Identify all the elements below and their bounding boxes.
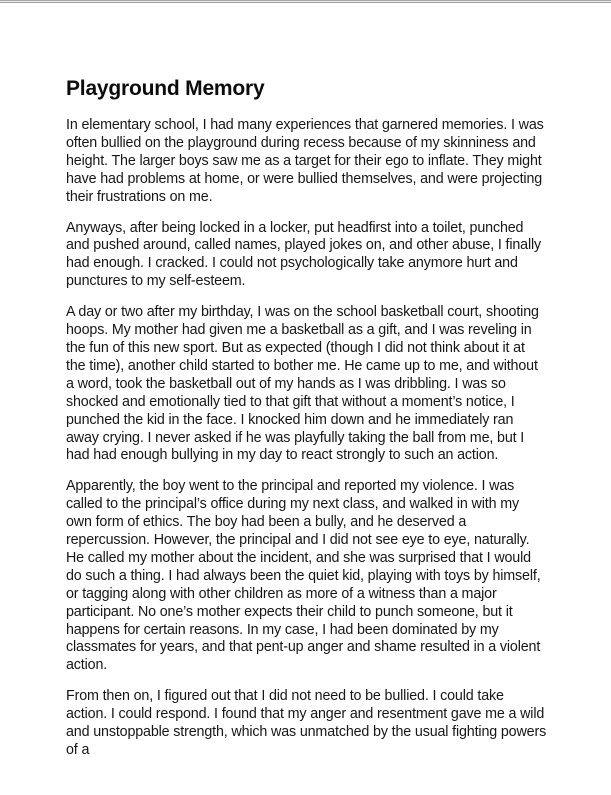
paragraph-1: In elementary school, I had many experiences that garnered memories. I was often bullied on the playground during recess because of my skinniness and height. The larger boys saw me as a target for their ego to inflate. They might have had problems at home, or were bullied themselves, and were projecting their frustrations on me. <box>66 117 544 205</box>
document-page <box>0 3 611 795</box>
document-title: Playground Memory <box>66 77 265 100</box>
paragraph-3: A day or two after my birthday, I was on the school basketball court, shooting hoops. My mother had given me a basketball as a gift, and I was reveling in the fun of this new sport. But as expected (though I did not think about it at the time), another child started to bother me. He came up to me, and without a word, took the basketball out of my hands as I was dribbling. I was so shocked and emotionally tied to that gift that without a moment’s notice, I punched the kid in the face. I knocked him down and he immediately ran away crying. I never asked if he was playfully taking the ball from me, but I had had enough bullying in my day to react strongly to such an action. <box>66 304 539 464</box>
paragraph-5: From then on, I figured out that I did not need to be bullied. I could take action. I could respond. I found that my anger and resentment gave me a wild and unstoppable strength, which was unmatched by the usual fighting powers of a <box>66 688 547 758</box>
document-content <box>66 76 548 760</box>
paragraph-4: Apparently, the boy went to the principal and reported my violence. I was called to the principal’s office during my next class, and walked in with my own form of ethics. The boy had been a bully, and he deserved a repercussion. However, the principal and I did not see eye to eye, naturally. He called my mother about the incident, and she was surprised that I would do such a thing. I had always been the quiet kid, playing with toys by himself, or tagging along with other children as more of a witness than a major participant. No one’s mother expects their child to punch someone, but it happens for certain reasons. In my case, I had been dominated by my classmates for years, and that pent-up anger and shame resulted in a violent action. <box>66 478 541 674</box>
paragraph-2: Anyways, after being locked in a locker, put headfirst into a toilet, punched and pushed around, called names, played jokes on, and other abuse, I finally had enough. I cracked. I could not psychologically take anymore hurt and punctures to my self-esteem. <box>66 219 542 290</box>
